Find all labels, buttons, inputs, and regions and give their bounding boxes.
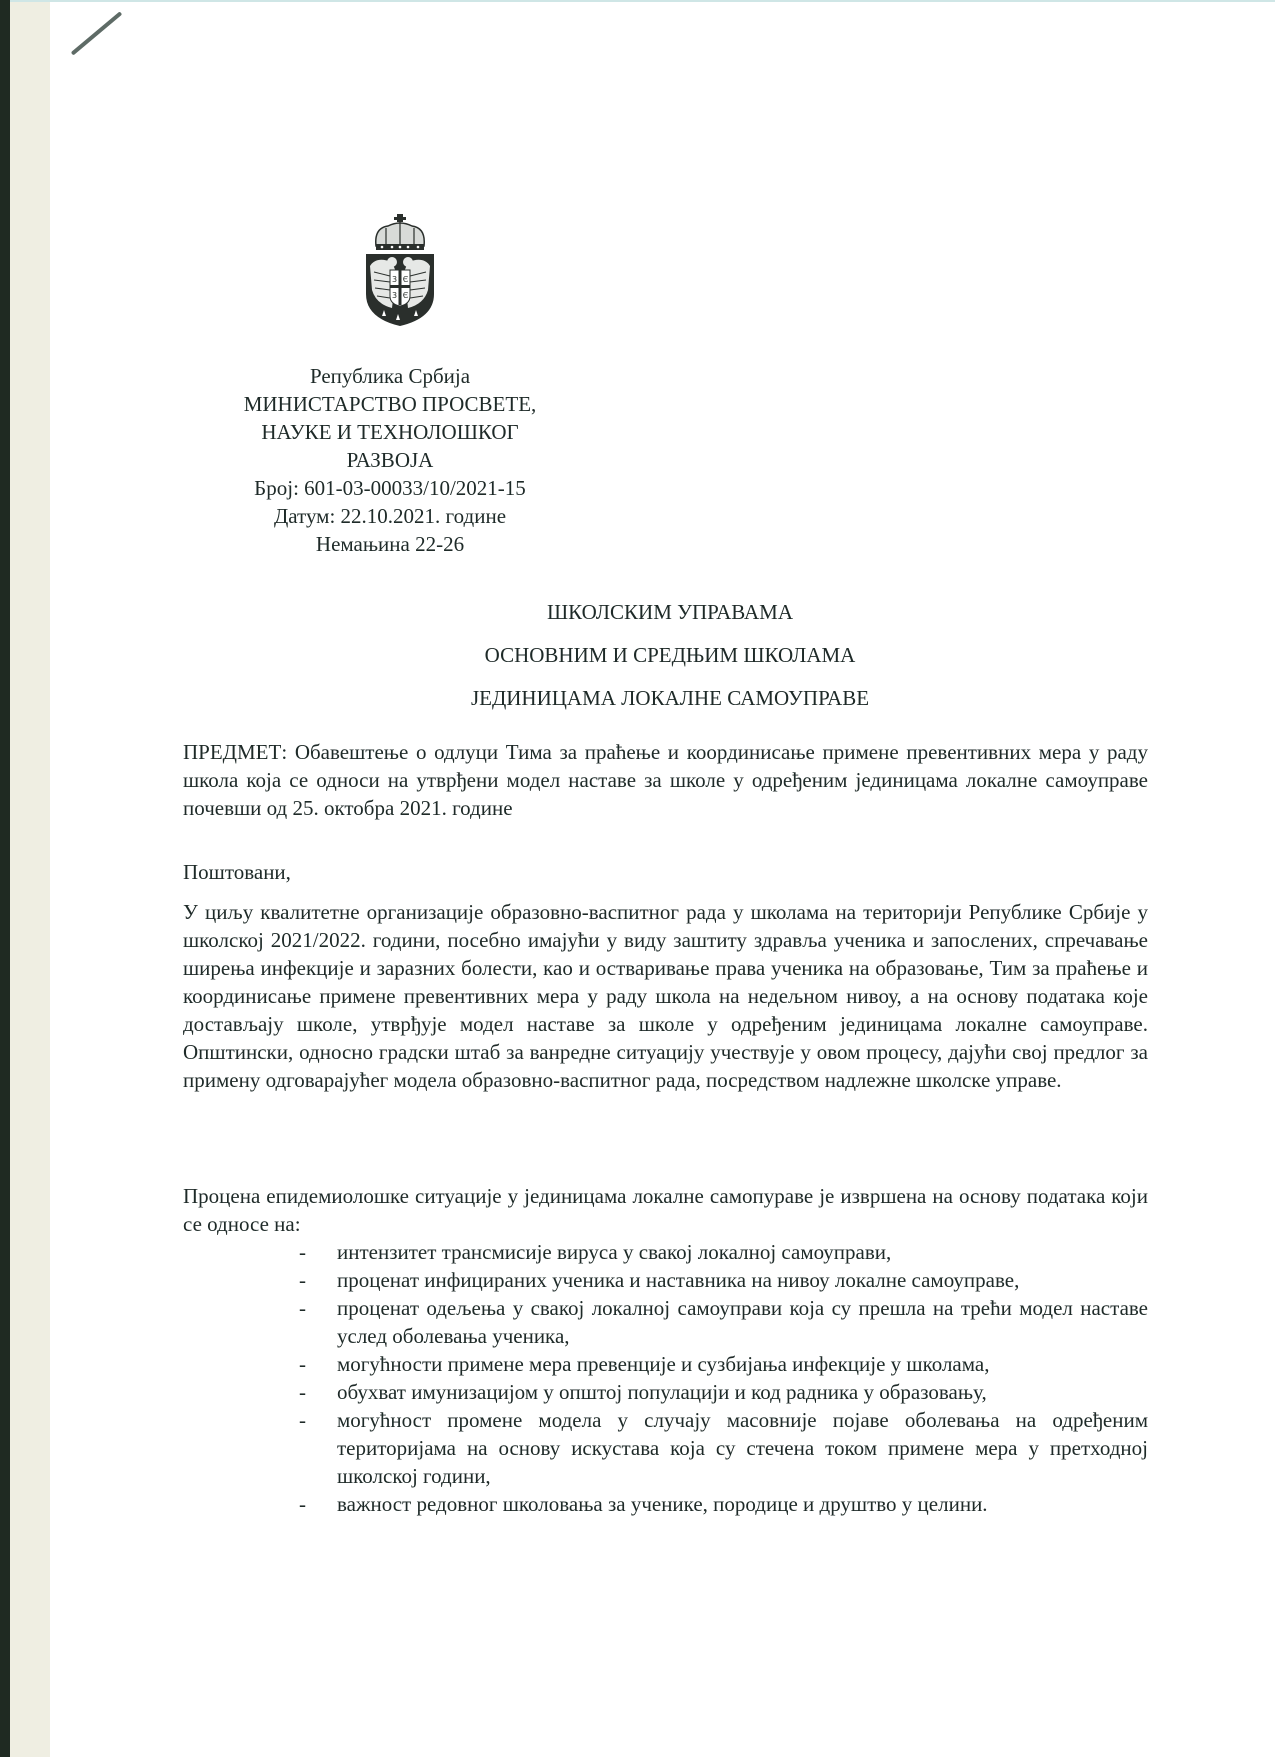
recipient: ЈЕДИНИЦАМА ЛОКАЛНЕ САМОУПРАВЕ	[470, 686, 870, 710]
subject-line: ПРЕДМЕТ: Обавештење о одлуци Тима за праћење и координисање примене превентивних мера у раду школа која се односи на утврђени модел наставе за школе у одређеним јединицама локалне самоуправе почевши од 25. октобра 2021. године	[183, 740, 1148, 820]
country-name: Република Србија	[309, 364, 471, 388]
svg-text:3: 3	[391, 291, 398, 300]
document-number: Број: 601-03-00033/10/2021-15	[254, 476, 526, 500]
list-item	[183, 1406, 1148, 1490]
coat-of-arms-icon	[362, 212, 438, 328]
recipient: ОСНОВНИМ И СРЕДЊИМ ШКОЛАМА	[484, 643, 856, 667]
list-item	[183, 1350, 1148, 1378]
ministry-address: Немањина 22-26	[315, 532, 465, 556]
ministry-name-line-2: НАУКЕ И ТЕХНОЛОШКОГ	[261, 420, 519, 444]
list-item-text: могућности примене мера превенције и сузбијања инфекције у школама,	[337, 1352, 990, 1376]
svg-text:3: 3	[391, 275, 398, 284]
dash-bullet-icon: -	[299, 1380, 306, 1404]
list-item	[183, 1294, 1148, 1350]
issuer-header	[200, 362, 580, 558]
ministry-name-line-1: МИНИСТАРСТВО ПРОСВЕТЕ,	[243, 392, 537, 416]
dash-bullet-icon: -	[299, 1296, 306, 1320]
dash-bullet-icon: -	[299, 1268, 306, 1292]
svg-text:Є: Є	[402, 291, 409, 300]
dash-bullet-icon: -	[299, 1492, 306, 1516]
dash-bullet-icon: -	[299, 1240, 306, 1264]
list-item	[183, 1378, 1148, 1406]
list-item-text: важност редовног школовања за ученике, породице и друштво у целини.	[337, 1492, 988, 1516]
dash-bullet-icon: -	[299, 1408, 306, 1432]
list-item-text: могућност промене модела у случају масовније појаве оболевања на одређеним територијама на основу искустава која су стечена током примене мера у претходној школској години,	[337, 1408, 1148, 1488]
recipient: ШКОЛСКИМ УПРАВАМА	[546, 600, 793, 624]
list-item	[183, 1238, 1148, 1266]
svg-text:Є: Є	[402, 275, 409, 284]
list-item-text: проценат одељења у свакој локалној самоуправи која су прешла на трећи модел наставе услед оболевања ученика,	[337, 1296, 1148, 1348]
list-item-text: интензитет трансмисије вируса у свакој локалној самоуправи,	[337, 1240, 892, 1264]
list-item	[183, 1266, 1148, 1294]
document-date: Датум: 22.10.2021. године	[273, 504, 507, 528]
list-item	[183, 1490, 1148, 1518]
criteria-list	[183, 1238, 1148, 1518]
dash-bullet-icon: -	[299, 1352, 306, 1376]
list-item-text: проценат инфицираних ученика и наставника на нивоу локалне самоуправе,	[337, 1268, 1020, 1292]
body-paragraph: У циљу квалитетне организације образовно-васпитног рада у школама на територији Републике Србије у школској 2021/2022. години, посебно имајући у виду заштиту здравља ученика и запослених, спречавање ширења инфекције и заразних болести, као и остваривање права ученика на образовање, Тим за праћење и координисање примене превентивних мера у раду школа на недељном нивоу, а на основу података које достављају школе, утврђује модел наставе за школе у одређеним јединицама локалне самоуправе. Општински, односно градски штаб за ванредне ситуацију учествује у овом процесу, дајући свој предлог за примену одговарајућег модела образовно-васпитног рада, посредством надлежне школске управе.	[183, 900, 1148, 1092]
body-paragraph: Процена епидемиолошке ситуације у јединицама локалне самопураве је извршена на основу података који се односе на:	[183, 1184, 1148, 1236]
recipients-block	[340, 597, 1000, 726]
salutation: Поштовани,	[183, 860, 291, 884]
list-item-text: обухват имунизацијом у општој популацији и код радника у образовању,	[337, 1380, 987, 1404]
ministry-name-line-3: РАЗВОЈА	[346, 448, 434, 472]
